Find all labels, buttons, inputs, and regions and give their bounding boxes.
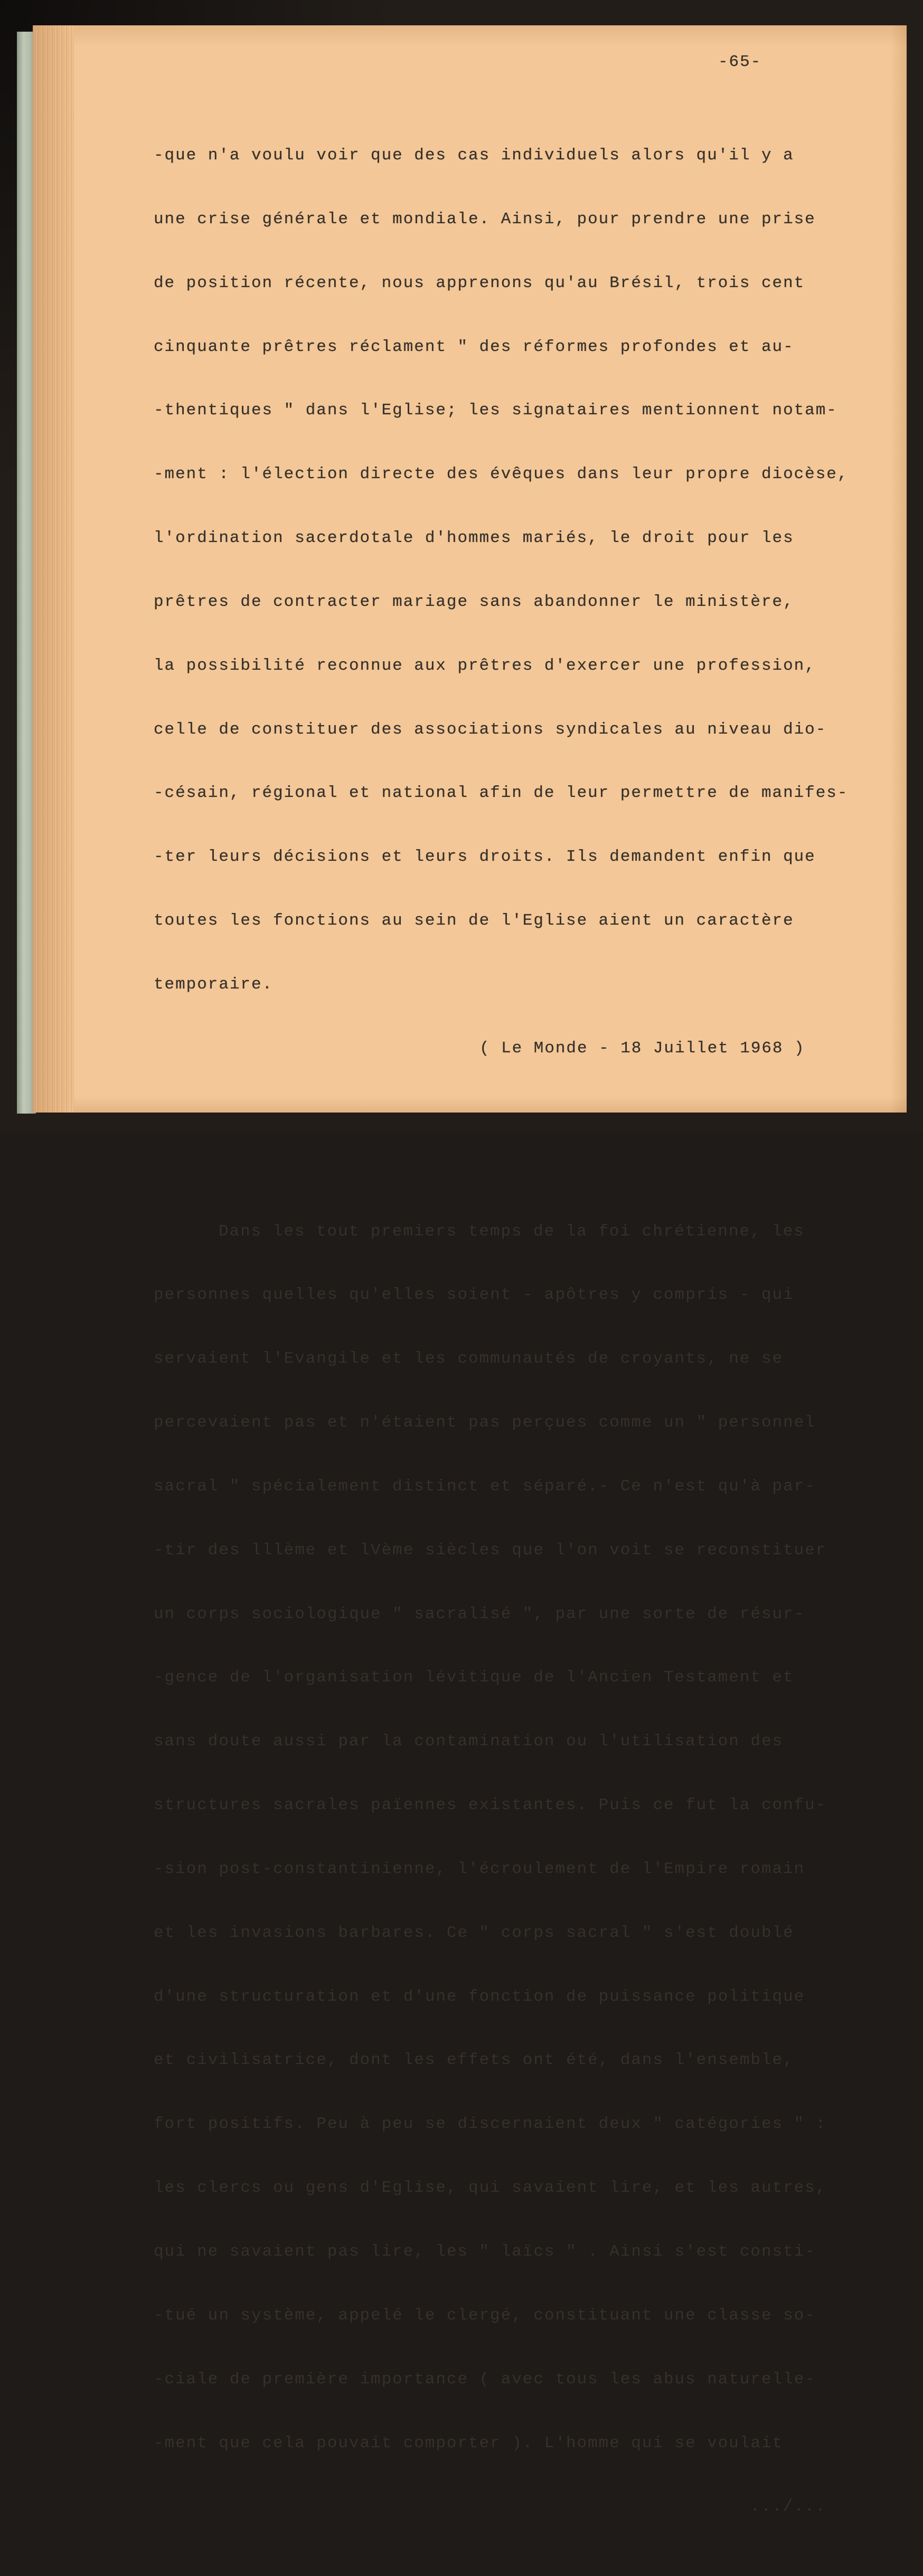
paragraph-2-line: structures sacrales païennes existantes. Puis ce fut la confu- — [154, 1796, 827, 1815]
paragraph-1-line: la possibilité reconnue aux prêtres d'exercer une profession, — [154, 656, 816, 675]
paragraph-1-line: -ter leurs décisions et leurs droits. Ils demandent enfin que — [154, 848, 816, 867]
paragraph-2-line: et civilisatrice, dont les effets ont été, dans l'ensemble, — [154, 2051, 794, 2070]
paragraph-2-line: -tir des lllème et lVème siècles que l'on voit se reconstituer — [154, 1541, 827, 1560]
paragraph-2-line: sans doute aussi par la contamination ou l'utilisation des — [154, 1732, 784, 1751]
paragraph-2-line: -ment que cela pouvait comporter ). L'homme qui se voulait — [154, 2434, 784, 2453]
paragraph-1-line: -césain, régional et national afin de leur permettre de manifes- — [154, 784, 849, 803]
paragraph-2-line: -tué un système, appelé le clergé, constituant une classe so- — [154, 2306, 816, 2325]
paragraph-1-line: -ment : l'élection directe des évêques dans leur propre diocèse, — [154, 465, 849, 484]
paragraph-1-line: de position récente, nous apprenons qu'au Brésil, trois cent — [154, 273, 805, 292]
paragraph-1-line: une crise générale et mondiale. Ainsi, pour prendre une prise — [154, 210, 816, 229]
paragraph-1-line: l'ordination sacerdotale d'hommes mariés, le droit pour les — [154, 529, 794, 548]
paragraph-2-line: percevaient pas et n'étaient pas perçues comme un " personnel — [154, 1413, 816, 1432]
paragraph-1-line: -que n'a voulu voir que des cas individuels alors qu'il y a — [154, 146, 794, 165]
paragraph-1-line: -thentiques " dans l'Eglise; les signataires mentionnent notam- — [154, 401, 837, 420]
paragraph-2-line: les clercs ou gens d'Eglise, qui savaient lire, et les autres, — [154, 2179, 827, 2198]
page-stack-edges — [33, 25, 74, 1113]
paragraph-1 — [154, 106, 893, 1099]
paragraph-2-line: -sion post-constantinienne, l'écroulement de l'Empire romain — [154, 1859, 805, 1878]
paragraph-2-line: Dans les tout premiers temps de la foi chrétienne, les — [219, 1222, 805, 1241]
paragraph-2-line: -gence de l'organisation lévitique de l'Ancien Testament et — [154, 1668, 794, 1687]
paragraph-2-line: sacral " spécialement distinct et séparé.- Ce n'est qu'à par- — [154, 1477, 816, 1496]
paragraph-1-line: temporaire. — [154, 975, 274, 994]
continuation-marker: .../... — [750, 2497, 826, 2516]
paragraph-2-line: d'une structuration et d'une fonction de puissance politique — [154, 1987, 805, 2006]
paragraph-2-line: qui ne savaient pas lire, les " laïcs " . Ainsi s'est consti- — [154, 2242, 816, 2261]
paragraph-1-line: toutes les fonctions au sein de l'Eglise aient un caractère — [154, 911, 794, 930]
paragraph-2-line: et les invasions barbares. Ce " corps sacral " s'est doublé — [154, 1923, 794, 1942]
paragraph-2-line: personnes quelles qu'elles soient - apôtres y compris - qui — [154, 1286, 794, 1305]
citation: ( Le Monde - 18 Juillet 1968 ) — [479, 1039, 805, 1058]
page-number: -65- — [718, 53, 762, 71]
paragraph-1-line: celle de constituer des associations syndicales au niveau dio- — [154, 720, 827, 739]
paragraph-2-line: fort positifs. Peu à peu se discernaient deux " catégories " : — [154, 2115, 827, 2134]
paragraph-1-line: prêtres de contracter mariage sans abandonner le ministère, — [154, 592, 794, 611]
typed-text — [154, 69, 893, 2576]
paragraph-2-line: un corps sociologique " sacralisé ", par une sorte de résur- — [154, 1604, 805, 1623]
paragraph-1-line: cinquante prêtres réclament " des réformes profondes et au- — [154, 337, 794, 356]
paragraph-2-line: -ciale de première importance ( avec tous les abus naturelle- — [154, 2370, 816, 2389]
paragraph-2 — [154, 1182, 893, 2558]
paragraph-2-line: servaient l'Evangile et les communautés de croyants, ne se — [154, 1349, 784, 1368]
